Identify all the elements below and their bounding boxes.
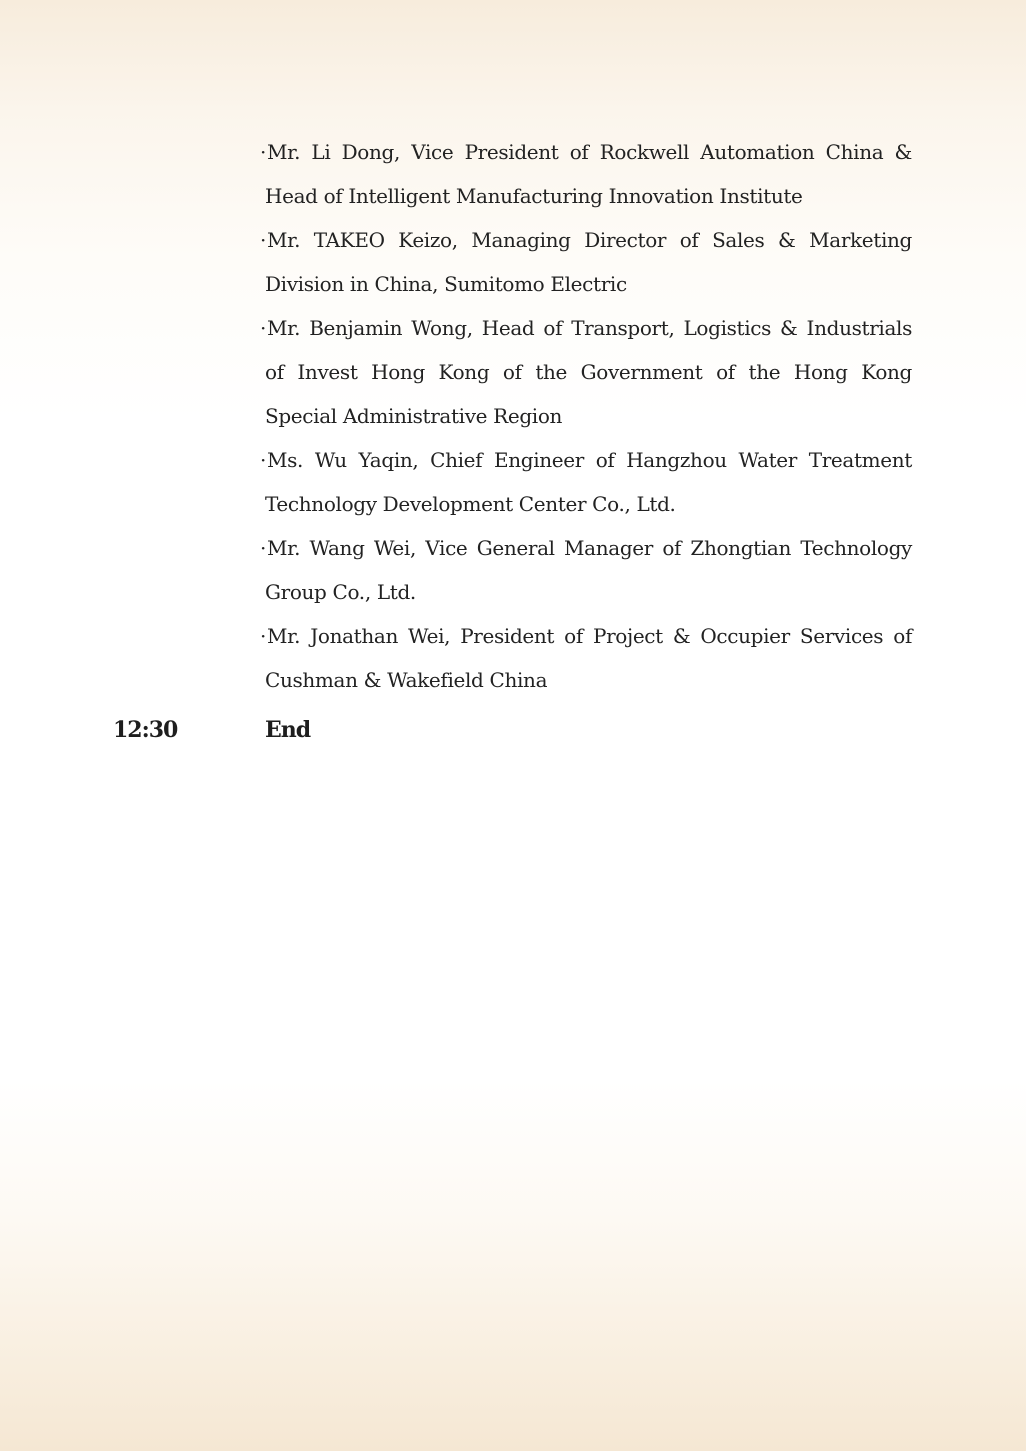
end-time: 12:30 — [113, 717, 178, 743]
speaker-list — [260, 130, 912, 702]
speaker-item-wu-yaqin — [260, 438, 912, 526]
speaker-text: Ms. Wu Yaqin, Chief Engineer of Hangzhou Water Treatment Technology Development Center Co., Ltd. — [265, 448, 912, 516]
speaker-item-takeo-keizo — [260, 218, 912, 306]
speaker-text: Mr. TAKEO Keizo, Managing Director of Sales & Marketing Division in China, Sumitomo Electric — [265, 228, 912, 296]
speaker-text: Mr. Wang Wei, Vice General Manager of Zhongtian Technology Group Co., Ltd. — [265, 536, 912, 604]
agenda-end-row — [0, 708, 1026, 752]
bullet: · — [260, 624, 267, 648]
bullet: · — [260, 448, 267, 472]
speaker-item-benjamin-wong — [260, 306, 912, 438]
end-label: End — [265, 717, 311, 743]
bullet: · — [260, 228, 267, 252]
speaker-text: Mr. Benjamin Wong, Head of Transport, Logistics & Industrials of Invest Hong Kong of the Government of the Hong Kong Special Administrative Region — [265, 316, 912, 428]
speaker-item-li-dong — [260, 130, 912, 218]
speaker-text: Mr. Li Dong, Vice President of Rockwell Automation China & Head of Intelligent Manufacturing Innovation Institute — [265, 140, 912, 208]
bullet: · — [260, 316, 267, 340]
speaker-text: Mr. Jonathan Wei, President of Project & Occupier Services of Cushman & Wakefield China — [265, 624, 912, 692]
bullet: · — [260, 140, 267, 164]
speaker-item-wang-wei — [260, 526, 912, 614]
speaker-item-jonathan-wei — [260, 614, 912, 702]
bullet: · — [260, 536, 267, 560]
